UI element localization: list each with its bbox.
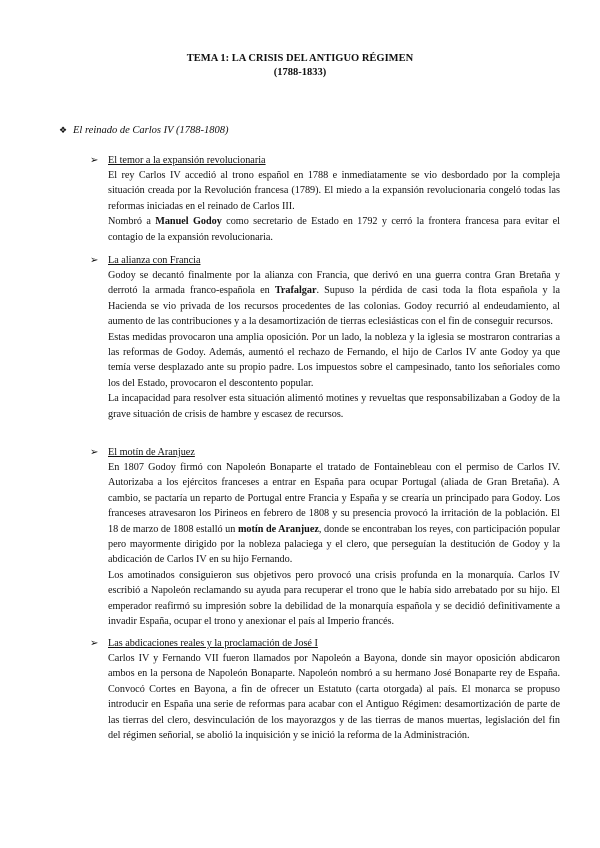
- paragraph: Los amotinados consiguieron sus objetivos pero provocó una crisis profunda en la monarquía. Carlos IV escribió a Napoleón reclamando su ayuda para recuperar el trono que le había sido arrebatado por su hijo. El emperador reafirmó su impresión sobre la debilidad de la monarquía española y se decidió definitivamente a invadir España, ocupar el trono y anexionar el país al Imperio francés.: [108, 569, 560, 628]
- section-heading-text: Las abdicaciones reales y la proclamación de José I: [108, 638, 318, 649]
- reign-label: El reinado de Carlos IV (1788-1808): [73, 125, 229, 136]
- text-run: , donde se encontraban los reyes, con participación popular pero mayormente dirigido por la nobleza palaciega y el clero, que perseguían la destitución de Godoy y la abdicación de Carlos IV en su hijo Fernando.: [108, 523, 560, 566]
- paragraph: [108, 214, 560, 245]
- section-body: [108, 168, 560, 245]
- text-run: En 1807 Godoy firmó con Napoleón Bonaparte el tratado de Fontainebleau con el permiso de Carlos IV. Autorizaba a los ejércitos franceses a entrar en España para ocupar Portugal (aliada de Gran Bretaña). A cambio, se pactaría un reparto de Portugal entre Francia y España y se crearía un principado para Godoy. Los franceses atravesaron los Pirineos en febrero de 1808 y su presencia provocó la irritación de la población. El 18 de marzo de 1808 estalló un: [108, 462, 560, 535]
- text-run: . Supuso la pérdida de casi toda la flota española y la Hacienda se vio privada de los recursos procedentes de las colonias. Godoy recurrió al endeudamiento, al aumento de las contribuciones y a la desamortización de tierras eclesiásticas con el fin de conseguir recursos.: [108, 285, 560, 328]
- paragraph: Carlos IV y Fernando VII fueron llamados por Napoleón a Bayona, donde sin mayor oposición abdicaron ambos en la persona de Napoleón Bonaparte. Napoleón nombró a su hermano José Bonaparte rey de España. Convocó Cortes en Bayona, a fin de ofrecer un Estatuto (carta otorgada) al país. El monarca se propuso introducir en España una serie de reformas para acabar con el Antiguo Régimen: desamortización de parte de las tierras del clero, desvinculación de los mayorazgos y de las tierras de manos muertas, legislación del fin del régimen señorial, se abolió la inquisición y se inició la reforma de la Administración.: [108, 653, 560, 742]
- section-heading: [90, 254, 560, 268]
- arrow-bullet-icon: ➢: [90, 255, 99, 266]
- section-heading: [90, 637, 560, 651]
- reign-heading: [59, 125, 228, 136]
- bold-term: Trafalgar: [274, 285, 317, 297]
- section-heading-text: El motín de Aranjuez: [108, 447, 195, 458]
- bold-term: motín de Aranjuez: [237, 523, 319, 535]
- text-run: como secretario de Estado en 1792 y cerró la frontera francesa para evitar el contagio de la expansión revolucionaria.: [108, 216, 561, 243]
- paragraph: Estas medidas provocaron una amplia oposición. Por un lado, la nobleza y la iglesia se mostraron contrarias a las reformas de Godoy. Además, aumentó el rechazo de Fernando, el hijo de Carlos IV ante Godoy ya que temía verse desplazado ante su propio padre. Los impuestos sobre el campesinado, tanto los señoriales como los del Estado, provocaron el descontento popular.: [108, 331, 560, 389]
- text-run: Godoy se decantó finalmente por la alianza con Francia, que derivó en una guerra contra Gran Bretaña y derrotó la armada franco-española en: [108, 270, 560, 297]
- section-heading-text: El temor a la expansión revolucionaria: [108, 155, 266, 166]
- document-title: [0, 52, 600, 80]
- arrow-bullet-icon: ➢: [90, 447, 99, 458]
- diamond-bullet-icon: ❖: [59, 125, 68, 135]
- text-run: Nombró a: [108, 216, 156, 228]
- section-heading-text: La alianza con Francia: [108, 255, 201, 266]
- section-body: [108, 268, 560, 422]
- section-heading: [90, 154, 560, 168]
- paragraph: El rey Carlos IV accedió al trono español en 1788 e inmediatamente se vio desbordado por la compleja situación creada por la Revolución francesa (1789). El miedo a la expansión revolucionaria congeló todas las reformas iniciadas en el reinado de Carlos III.: [108, 170, 560, 212]
- bold-term: Manuel Godoy: [155, 216, 222, 228]
- section-body: [108, 651, 560, 743]
- paragraph: [108, 268, 560, 330]
- section-alliance-france: [90, 254, 560, 422]
- section-abdications: [90, 637, 560, 743]
- section-aranjuez: [90, 446, 560, 629]
- title-line-2: (1788-1833): [273, 67, 327, 78]
- section-body: [108, 460, 560, 629]
- section-heading: [90, 446, 560, 460]
- section-revolutionary-fear: [90, 154, 560, 245]
- arrow-bullet-icon: ➢: [90, 638, 99, 649]
- arrow-bullet-icon: ➢: [90, 155, 99, 166]
- title-line-1: TEMA 1: LA CRISIS DEL ANTIGUO RÉGIMEN: [186, 53, 414, 64]
- paragraph: [108, 460, 560, 568]
- paragraph: La incapacidad para resolver esta situación alimentó motines y revueltas que responsabilizaban a Godoy de la grave situación de crisis de hambre y escasez de recursos.: [108, 393, 560, 420]
